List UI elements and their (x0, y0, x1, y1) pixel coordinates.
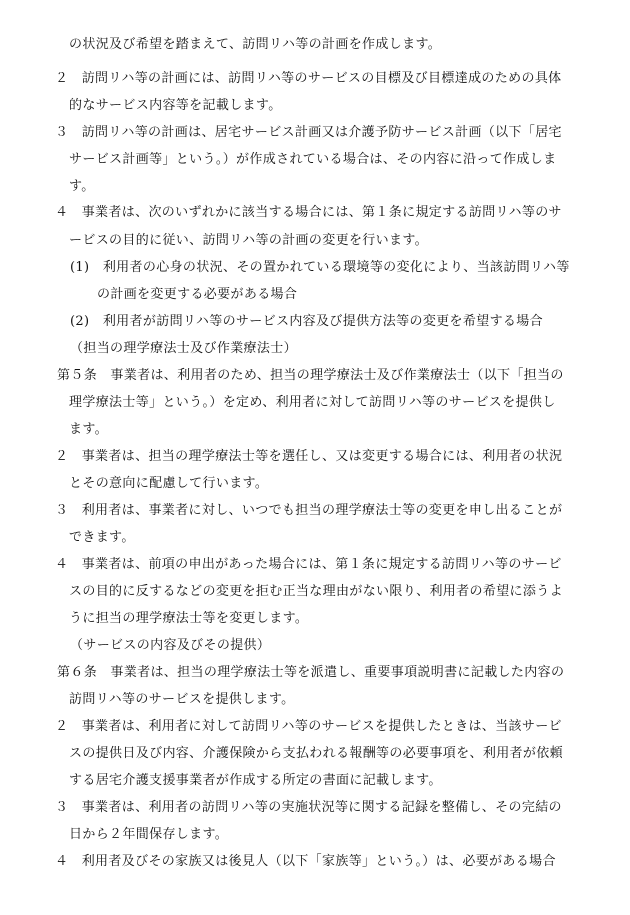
text-line: スの目的に反するなどの変更を拒む正当な理由がない限り、利用者の希望に添うよ (69, 584, 563, 599)
text-line: の状況及び希望を踏まえて、訪問リハ等の計画を作成します。 (69, 37, 442, 52)
text-line: ４ 利用者及びその家族又は後見人（以下「家族等」という。）は、必要がある場合 (55, 854, 556, 869)
text-line: の計画を変更する必要がある場合 (97, 287, 298, 302)
text-line: ２ 訪問リハ等の計画には、訪問リハ等のサービスの目標及び目標達成のための具体 (55, 71, 562, 86)
text-line: ービスの目的に従い、訪問リハ等の計画の変更を行います。 (69, 233, 429, 248)
section-heading: （サービスの内容及びその提供） (70, 638, 271, 653)
text-line: 的なサービス内容等を記載します。 (69, 98, 282, 113)
text-line: (1) 利用者の心身の状況、その置かれている環境等の変化により、当該訪問リハ等 (70, 260, 570, 275)
article-6-line: 第６条 事業者は、担当の理学療法士等を派遣し、重要事項説明書に記載した内容の (57, 665, 565, 680)
text-line: ２ 事業者は、担当の理学療法士等を選任し、又は変更する場合には、利用者の状況 (55, 449, 563, 464)
section-heading: （担当の理学療法士及び作業療法士） (70, 341, 297, 356)
text-line: サービス計画等」という。）が作成されている場合は、その内容に沿って作成しま (69, 152, 557, 167)
text-line: す。 (69, 179, 95, 194)
text-line: とその意向に配慮して行います。 (69, 476, 269, 491)
text-line: (2) 利用者が訪問リハ等のサービス内容及び提供方法等の変更を希望する場合 (70, 314, 543, 329)
text-line: ４ 事業者は、前項の申出があった場合には、第１条に規定する訪問リハ等のサービ (55, 557, 562, 572)
article-5-line: 第５条 事業者は、利用者のため、担当の理学療法士及び作業療法士（以下「担当の (57, 368, 564, 383)
text-line: 理学療法士等」という。）を定め、利用者に対して訪問リハ等のサービスを提供し (69, 395, 556, 410)
text-line: ます。 (69, 422, 109, 437)
text-line: ３ 訪問リハ等の計画は、居宅サービス計画又は介護予防サービス計画（以下「居宅 (55, 125, 562, 140)
text-line: ４ 事業者は、次のいずれかに該当する場合には、第１条に規定する訪問リハ等のサ (55, 205, 562, 220)
text-line: ３ 事業者は、利用者の訪問リハ等の実施状況等に関する記録を整備し、その完結の (55, 800, 562, 815)
text-line: うに担当の理学療法士等を変更します。 (69, 611, 309, 626)
text-line: 訪問リハ等のサービスを提供します。 (69, 692, 295, 707)
text-line: スの提供日及び内容、介護保険から支払われる報酬等の必要事項を、利用者が依頼 (69, 746, 563, 761)
text-line: ２ 事業者は、利用者に対して訪問リハ等のサービスを提供したときは、当該サービ (55, 719, 562, 734)
text-line: できます。 (69, 530, 135, 545)
text-line: ３ 利用者は、事業者に対し、いつでも担当の理学療法士等の変更を申し出ることが (55, 503, 563, 518)
text-line: する居宅介護支援事業者が作成する所定の書面に記載します。 (69, 773, 442, 788)
text-line: 日から２年間保存します。 (69, 827, 229, 842)
